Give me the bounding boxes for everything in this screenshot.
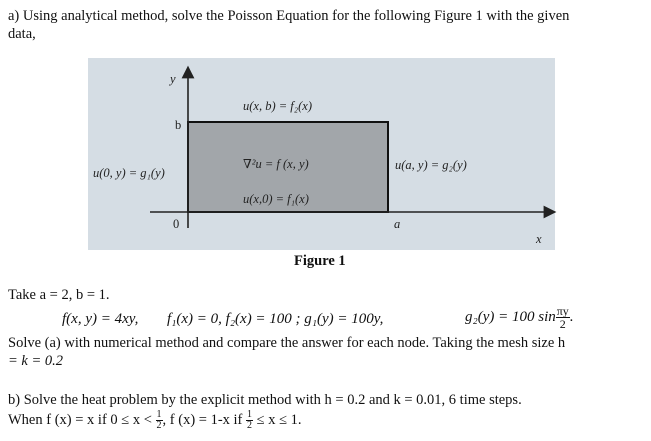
function-f: f(x, y) = 4xy,: [62, 311, 139, 327]
numerical-line-2: = k = 0.2: [8, 353, 64, 369]
right-boundary-condition: u(a, y) = g₂(y): [395, 158, 467, 172]
part-b-line-2: [8, 410, 302, 431]
half-num-2: 1: [247, 409, 253, 420]
half-num-1: 1: [156, 409, 162, 420]
y-axis-label: y: [170, 72, 176, 86]
x-axis-label: x: [536, 232, 542, 246]
numerical-line-1: Solve (a) with numerical method and compare the answer for each node. Taking the mesh size h: [8, 335, 566, 351]
figure-caption: Figure 1: [294, 253, 346, 269]
part-b-line-1: b) Solve the heat problem by the explicit method with h = 0.2 and k = 0.01, 6 time steps.: [8, 392, 522, 408]
a-tick-label: a: [394, 217, 401, 231]
function-g2: [465, 305, 574, 330]
half-fraction-2: [246, 410, 253, 431]
when-middle: , f (x) = 1-x if: [162, 411, 247, 428]
b-tick-label: b: [175, 118, 182, 132]
part-a-line-2: data,: [8, 26, 36, 42]
g2-prefix: g₂(y) = 100 sin: [465, 308, 556, 325]
g2-suffix: .: [569, 308, 574, 325]
top-boundary-condition: u(x, b) = f₂(x): [243, 99, 313, 113]
bottom-boundary-condition: u(x,0) = f₁(x): [243, 192, 309, 206]
interior-equation: ∇²u = f (x, y): [243, 157, 309, 171]
boundary-functions: f₁(x) = 0, f₂(x) = 100 ; g₁(y) = 100y,: [167, 311, 384, 327]
half-den-1: 2: [156, 420, 162, 431]
g2-numerator: πy: [556, 304, 569, 318]
g2-denominator: 2: [559, 317, 566, 331]
left-boundary-condition: u(0, y) = g₁(y): [93, 166, 165, 180]
when-prefix: When f (x) = x if 0 ≤ x <: [8, 411, 156, 428]
origin-label: 0: [173, 217, 180, 231]
when-end: ≤ x ≤ 1.: [253, 411, 302, 428]
given-values: Take a = 2, b = 1.: [8, 287, 110, 303]
half-fraction-1: [156, 410, 163, 431]
half-den-2: 2: [247, 420, 253, 431]
g2-fraction: [556, 305, 570, 330]
part-a-line-1: a) Using analytical method, solve the Poisson Equation for the following Figure 1 with the given: [8, 8, 570, 24]
